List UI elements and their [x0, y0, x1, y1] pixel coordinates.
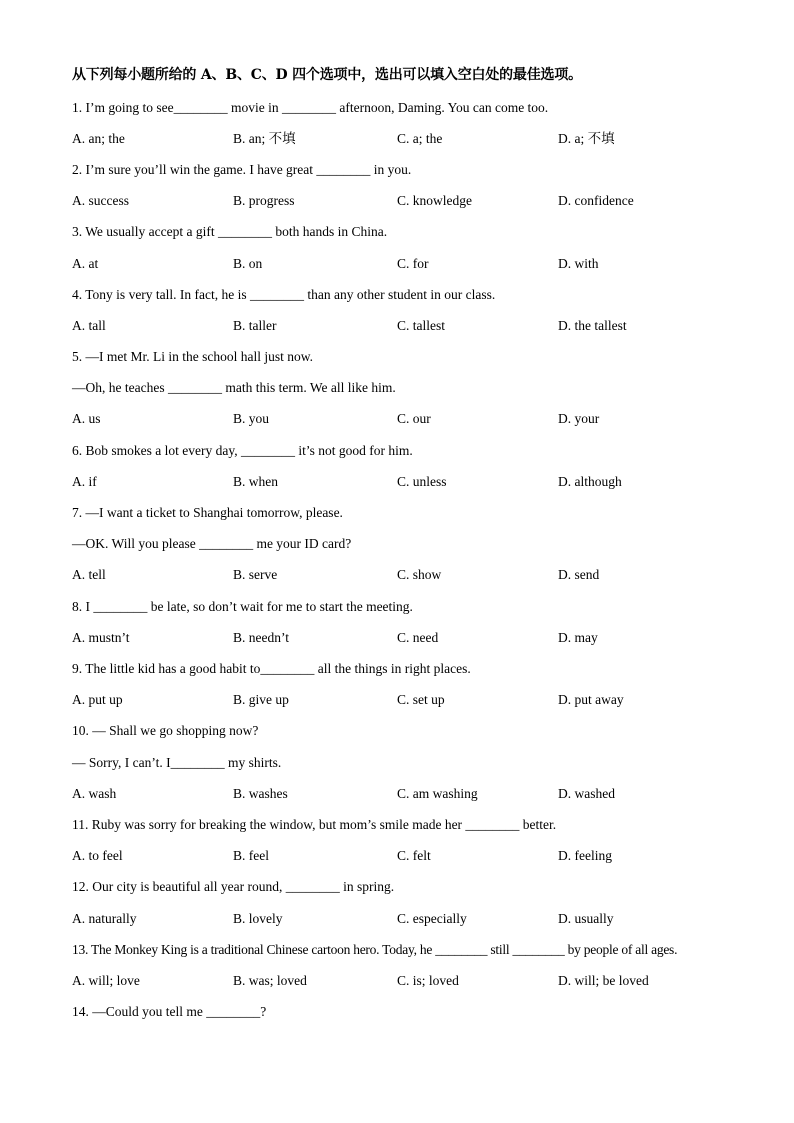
question-5-options — [72, 411, 732, 427]
option-b: B. feel — [233, 848, 269, 863]
option-c: C. our — [397, 411, 431, 426]
option-d: D. put away — [558, 692, 624, 707]
option-c: C. a; the — [397, 131, 443, 146]
question-8-stem: 8. I ________ be late, so don’t wait for me to start the meeting. — [72, 599, 413, 614]
question-6-options — [72, 474, 732, 490]
question-4-options — [72, 318, 732, 334]
option-b: B. on — [233, 256, 263, 271]
question-11-stem: 11. Ruby was sorry for breaking the window, but mom’s smile made her ________ better. — [72, 817, 557, 832]
question-10-stem: 10. — Shall we go shopping now? — [72, 723, 259, 738]
option-b: B. lovely — [233, 911, 283, 926]
option-c: C. knowledge — [397, 193, 472, 208]
option-a: A. at — [72, 256, 99, 271]
option-c: C. especially — [397, 911, 467, 926]
question-1-stem: 1. I’m going to see________ movie in ________ afternoon, Daming. You can come too. — [72, 100, 549, 115]
option-a: A. wash — [72, 786, 117, 801]
option-b: B. needn’t — [233, 630, 289, 645]
option-d: D. send — [558, 567, 600, 582]
option-a: A. will; love — [72, 973, 140, 988]
option-b: B. washes — [233, 786, 288, 801]
option-d: D. may — [558, 630, 598, 645]
question-14-stem: 14. —Could you tell me ________? — [72, 1004, 267, 1019]
option-d: D. a; 不填 — [558, 131, 615, 146]
question-9-options — [72, 692, 732, 708]
option-c: C. tallest — [397, 318, 445, 333]
option-a: A. to feel — [72, 848, 123, 863]
option-a: A. success — [72, 193, 129, 208]
option-b: B. was; loved — [233, 973, 307, 988]
option-d: D. washed — [558, 786, 615, 801]
question-10-options — [72, 786, 732, 802]
option-c: C. set up — [397, 692, 445, 707]
option-d: D. with — [558, 256, 599, 271]
option-b: B. when — [233, 474, 278, 489]
question-11-options — [72, 848, 732, 864]
option-b: B. taller — [233, 318, 277, 333]
option-b: B. you — [233, 411, 270, 426]
option-c: C. unless — [397, 474, 447, 489]
question-3-options — [72, 256, 732, 272]
question-2-stem: 2. I’m sure you’ll win the game. I have great ________ in you. — [72, 162, 412, 177]
question-13-options — [72, 973, 732, 989]
question-12-stem: 12. Our city is beautiful all year round, ________ in spring. — [72, 879, 395, 894]
option-c: C. for — [397, 256, 429, 271]
option-d: D. usually — [558, 911, 614, 926]
option-b: B. an; 不填 — [233, 131, 296, 146]
question-4-stem: 4. Tony is very tall. In fact, he is ________ than any other student in our class. — [72, 287, 496, 302]
option-d: D. your — [558, 411, 600, 426]
option-d: D. feeling — [558, 848, 612, 863]
option-c: C. is; loved — [397, 973, 459, 988]
question-8-options — [72, 630, 732, 646]
option-c: C. show — [397, 567, 442, 582]
option-b: B. serve — [233, 567, 278, 582]
option-b: B. progress — [233, 193, 295, 208]
option-a: A. an; the — [72, 131, 125, 146]
option-d: D. confidence — [558, 193, 634, 208]
option-b: B. give up — [233, 692, 289, 707]
option-c: C. need — [397, 630, 439, 645]
option-a: A. tell — [72, 567, 106, 582]
question-13-stem: 13. The Monkey King is a traditional Chinese cartoon hero. Today, he ________ still ________ by people of all ages. — [72, 942, 678, 957]
option-a: A. tall — [72, 318, 106, 333]
option-d: D. the tallest — [558, 318, 627, 333]
option-c: C. am washing — [397, 786, 478, 801]
option-a: A. naturally — [72, 911, 137, 926]
question-7-stem: 7. —I want a ticket to Shanghai tomorrow, please. — [72, 505, 343, 520]
question-3-stem: 3. We usually accept a gift ________ both hands in China. — [72, 224, 388, 239]
question-1-options — [72, 131, 732, 147]
option-a: A. put up — [72, 692, 123, 707]
option-d: D. will; be loved — [558, 973, 649, 988]
option-a: A. if — [72, 474, 97, 489]
option-d: D. although — [558, 474, 622, 489]
question-5-stem: 5. —I met Mr. Li in the school hall just now. — [72, 349, 313, 364]
option-a: A. us — [72, 411, 101, 426]
question-10-reply: — Sorry, I can’t. I________ my shirts. — [72, 755, 282, 770]
question-9-stem: 9. The little kid has a good habit to________ all the things in right places. — [72, 661, 471, 676]
question-2-options — [72, 193, 732, 209]
question-7-reply: —OK. Will you please ________ me your ID card? — [72, 536, 352, 551]
question-7-options — [72, 567, 732, 583]
section-instructions: 从下列每小题所给的 A、B、C、D 四个选项中，选出可以填入空白处的最佳选项。 — [72, 67, 582, 83]
option-a: A. mustn’t — [72, 630, 130, 645]
question-12-options — [72, 911, 732, 927]
question-5-reply: —Oh, he teaches ________ math this term. We all like him. — [72, 380, 396, 395]
question-6-stem: 6. Bob smokes a lot every day, ________ it’s not good for him. — [72, 443, 413, 458]
option-c: C. felt — [397, 848, 431, 863]
